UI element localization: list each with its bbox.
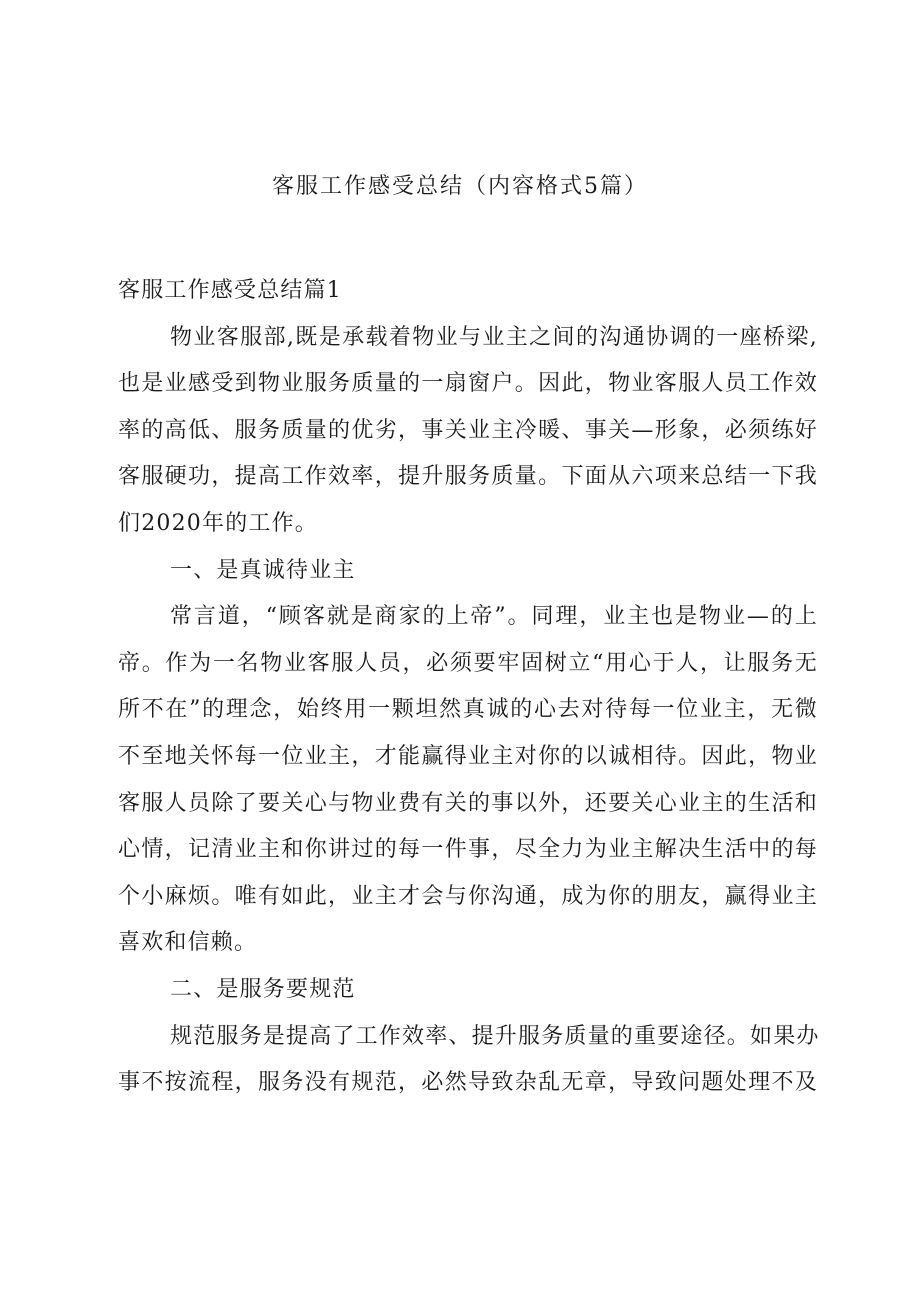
paragraph-line: 们2020年的工作。 [118, 510, 318, 536]
paragraph-line: 事不按流程，服务没有规范，必然导致杂乱无章，导致问题处理不及 [118, 1070, 818, 1096]
paragraph-line: 客服硬功，提高工作效率，提升服务质量。下面从六项来总结一下我 [118, 464, 818, 490]
paragraph-line: 心情，记清业主和你讲过的每一件事，尽全力为业主解决生活中的每 [118, 837, 818, 863]
paragraph-line: 客服人员除了要关心与物业费有关的事以外，还要关心业主的生活和 [118, 790, 818, 816]
paragraph-3 [118, 1014, 818, 1107]
document-title: 客服工作感受总结（内容格式5篇） [272, 174, 648, 199]
paragraph-1 [118, 315, 818, 548]
paragraph-line: 所不在”的理念，始终用一颗坦然真诚的心去对待每一位业主，无微 [118, 697, 818, 723]
paragraph-line: 也是业感受到物业服务质量的一扇窗户。因此，物业客服人员工作效 [118, 371, 818, 397]
paragraph-2 [118, 594, 818, 967]
paragraph-line: 率的高低、服务质量的优劣，事关业主冷暖、事关—形象，必须练好 [118, 417, 818, 443]
paragraph-line: 个小麻烦。唯有如此，业主才会与你沟通，成为你的朋友，赢得业主 [118, 883, 818, 909]
paragraph-line: 帝。作为一名物业客服人员，必须要牢固树立“用心于人，让服务无 [118, 650, 818, 676]
point-heading-2: 二、是服务要规范 [170, 976, 356, 1002]
paragraph-line: 规范服务是提高了工作效率、提升服务质量的重要途径。如果办 [170, 1023, 820, 1049]
paragraph-line: 常言道，“顾客就是商家的上帝”。同理，业主也是物业—的上 [170, 604, 818, 630]
point-heading-1: 一、是真诚待业主 [170, 557, 356, 583]
paragraph-line: 不至地关怀每一位业主，才能赢得业主对你的以诚相待。因此，物业 [118, 743, 818, 769]
paragraph-line: 喜欢和信赖。 [118, 930, 258, 956]
section-heading: 客服工作感受总结篇1 [118, 278, 342, 303]
document-body [118, 268, 818, 1107]
paragraph-line: 物业客服部,既是承载着物业与业主之间的沟通协调的一座桥梁, [170, 324, 818, 350]
